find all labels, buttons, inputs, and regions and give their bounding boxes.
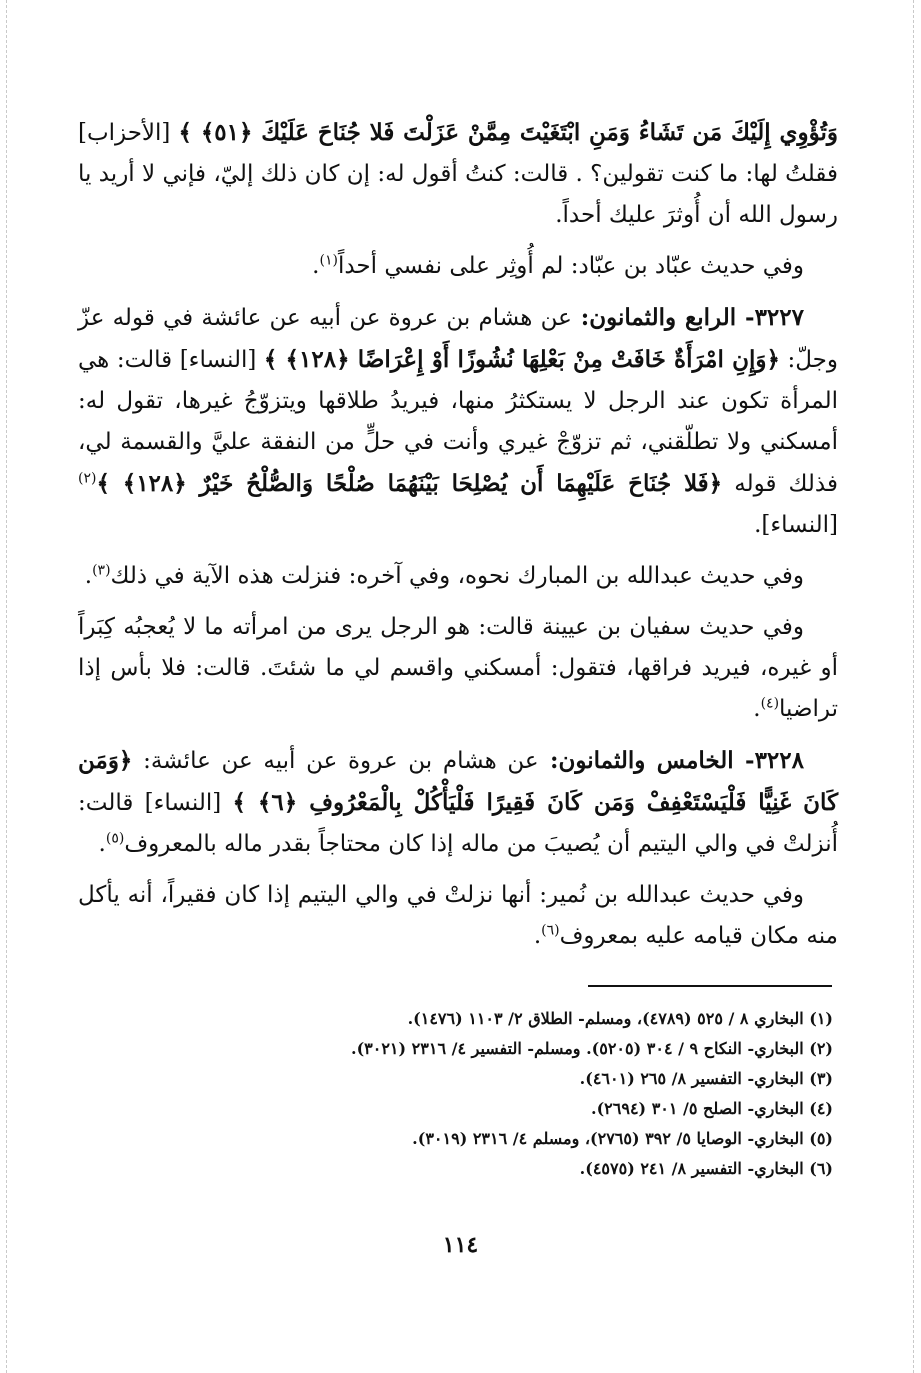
hadith-heading: - الرابع والثمانون: (571, 304, 755, 331)
body-text: [النساء] قالت: هي المرأة تكون عند الرجل لا يستكثرُ منها، فيريدُ طلاقها ويتزوّجُ غيرها، تقول له: أمسكني ولا تطلّقني، ثم تزوّجْ غيري وأنت في حلٍّ من النفقة عليَّ والقسمة لي، فذلك قوله (78, 347, 839, 497)
body-text: وفي حديث عبّاد بن عبّاد: لم أُوثِر على نفسي أحداً (337, 253, 804, 279)
footnote-ref: (٦) (541, 922, 560, 939)
footnote-5: (٥) البخاري- الوصايا ٥/ ٣٩٢ (٢٧٦٥)، ومسلم ٤/ ٢٣١٦ (٣٠١٩). (412, 1129, 833, 1148)
footnote-ref: (٥) (105, 830, 125, 847)
body-text: [الأحزاب] فقلتُ لها: ما كنت تقولين؟ . قالت: كنتُ أقول له: إن كان ذلك إليّ، فإني لا أريد يا رسول الله أن أُوثرَ عليك أحداً. (78, 120, 838, 228)
footnote-ref: (١) (319, 252, 338, 269)
body-text: عن هشام بن عروة عن أبيه عن عائشة في قوله عزّ وجلّ: (78, 305, 839, 373)
footnote-separator (588, 985, 832, 987)
paragraph-p3 (78, 297, 838, 546)
body-text: وفي حديث عبدالله بن نُمير: أنها نزلتْ في والي اليتيم إذا كان فقيراً، أنه يأكل منه مكان قيامه عليه بمعروف (78, 882, 838, 949)
paragraph-p1 (78, 112, 838, 236)
hadith-heading: - الخامس والثمانون: (538, 747, 755, 774)
page-number: ١١٤ (442, 1232, 479, 1258)
paragraph-p2 (78, 246, 838, 287)
quran-verse: ﴿فَلا جُنَاحَ عَلَيْهِمَا أَن يُصْلِحَا بَيْنَهُمَا صُلْحًا وَالصُّلْحُ خَيْرٌ ﴿١٢٨﴾ ﴾ (96, 470, 723, 497)
footnote-3: (٣) البخاري- التفسير ٨/ ٢٦٥ (٤٦٠١). (579, 1069, 833, 1088)
footnotes (78, 1004, 833, 1184)
page-body (78, 112, 838, 967)
paragraph-p7 (78, 875, 838, 957)
footnote-6: (٦) البخاري- التفسير ٨/ ٢٤١ (٤٥٧٥). (579, 1159, 833, 1178)
hadith-number: ٣٢٢٨ (754, 747, 804, 774)
body-text: عن هشام بن عروة عن أبيه عن عائشة: (132, 748, 539, 774)
body-text: . (533, 923, 542, 949)
quran-verse: ﴿وَإِنِ امْرَأَةٌ خَافَتْ مِنْ بَعْلِهَا نُشُوزًا أَوْ إِعْرَاضًا ﴿١٢٨﴾ ﴾ (263, 346, 780, 373)
body-text: وفي حديث عبدالله بن المبارك نحوه، وفي آخره: فنزلت هذه الآية في ذلك (110, 563, 804, 589)
footnote-2: (٢) البخاري- النكاح ٩ / ٣٠٤ (٥٢٠٥). ومسلم- التفسير ٤/ ٢٣١٦ (٣٠٢١). (351, 1039, 833, 1058)
body-text: وفي حديث سفيان بن عيينة قالت: هو الرجل يرى من امرأته ما لا يُعجبُه كِبَراً أو غيره، فيريد فراقها، فتقول: أمسكني واقسم لي ما شئتَ. قالت: فلا بأس إذا تراضيا (78, 614, 838, 722)
body-text: [النساء] قالت: أُنزلتْ في والي اليتيم أن يُصيبَ من ماله إذا كان محتاجاً بقدر ماله بالمعروف (78, 790, 838, 857)
footnote-ref: (٤) (760, 695, 780, 712)
quran-verse: وَتُؤْوِي إِلَيْكَ مَن تَشَاءُ وَمَنِ ابْتَغَيْتَ مِمَّنْ عَزَلْتَ فَلا جُنَاحَ عَلَيْكَ ﴿٥١﴾ ﴾ (178, 119, 838, 146)
body-text: [النساء]. (754, 512, 838, 538)
quran-verse: ﴿وَمَن كَانَ غَنِيًّا فَلْيَسْتَعْفِفْ وَمَن كَانَ فَقِيرًا فَلْيَأْكُلْ بِالْمَعْرُوفِ ﴿٦﴾ ﴾ (78, 747, 839, 816)
crop-mark-right (913, 0, 914, 1373)
body-text: . (84, 563, 93, 589)
paragraph-p4 (78, 556, 838, 597)
body-text: . (312, 253, 320, 279)
body-text: . (98, 831, 106, 857)
hadith-number: ٣٢٢٧ (754, 304, 804, 331)
body-text: . (753, 696, 761, 722)
footnote-ref: (٢) (78, 470, 97, 487)
crop-mark-left (6, 0, 7, 1373)
footnote-1: (١) البخاري ٨ / ٥٢٥ (٤٧٨٩)، ومسلم- الطلاق ٢/ ١١٠٣ (١٤٧٦). (407, 1009, 833, 1028)
paragraph-p6 (78, 740, 838, 865)
footnote-ref: (٣) (92, 562, 111, 579)
footnote-4: (٤) البخاري- الصلح ٥/ ٣٠١ (٢٦٩٤). (591, 1099, 833, 1118)
paragraph-p5 (78, 607, 838, 730)
